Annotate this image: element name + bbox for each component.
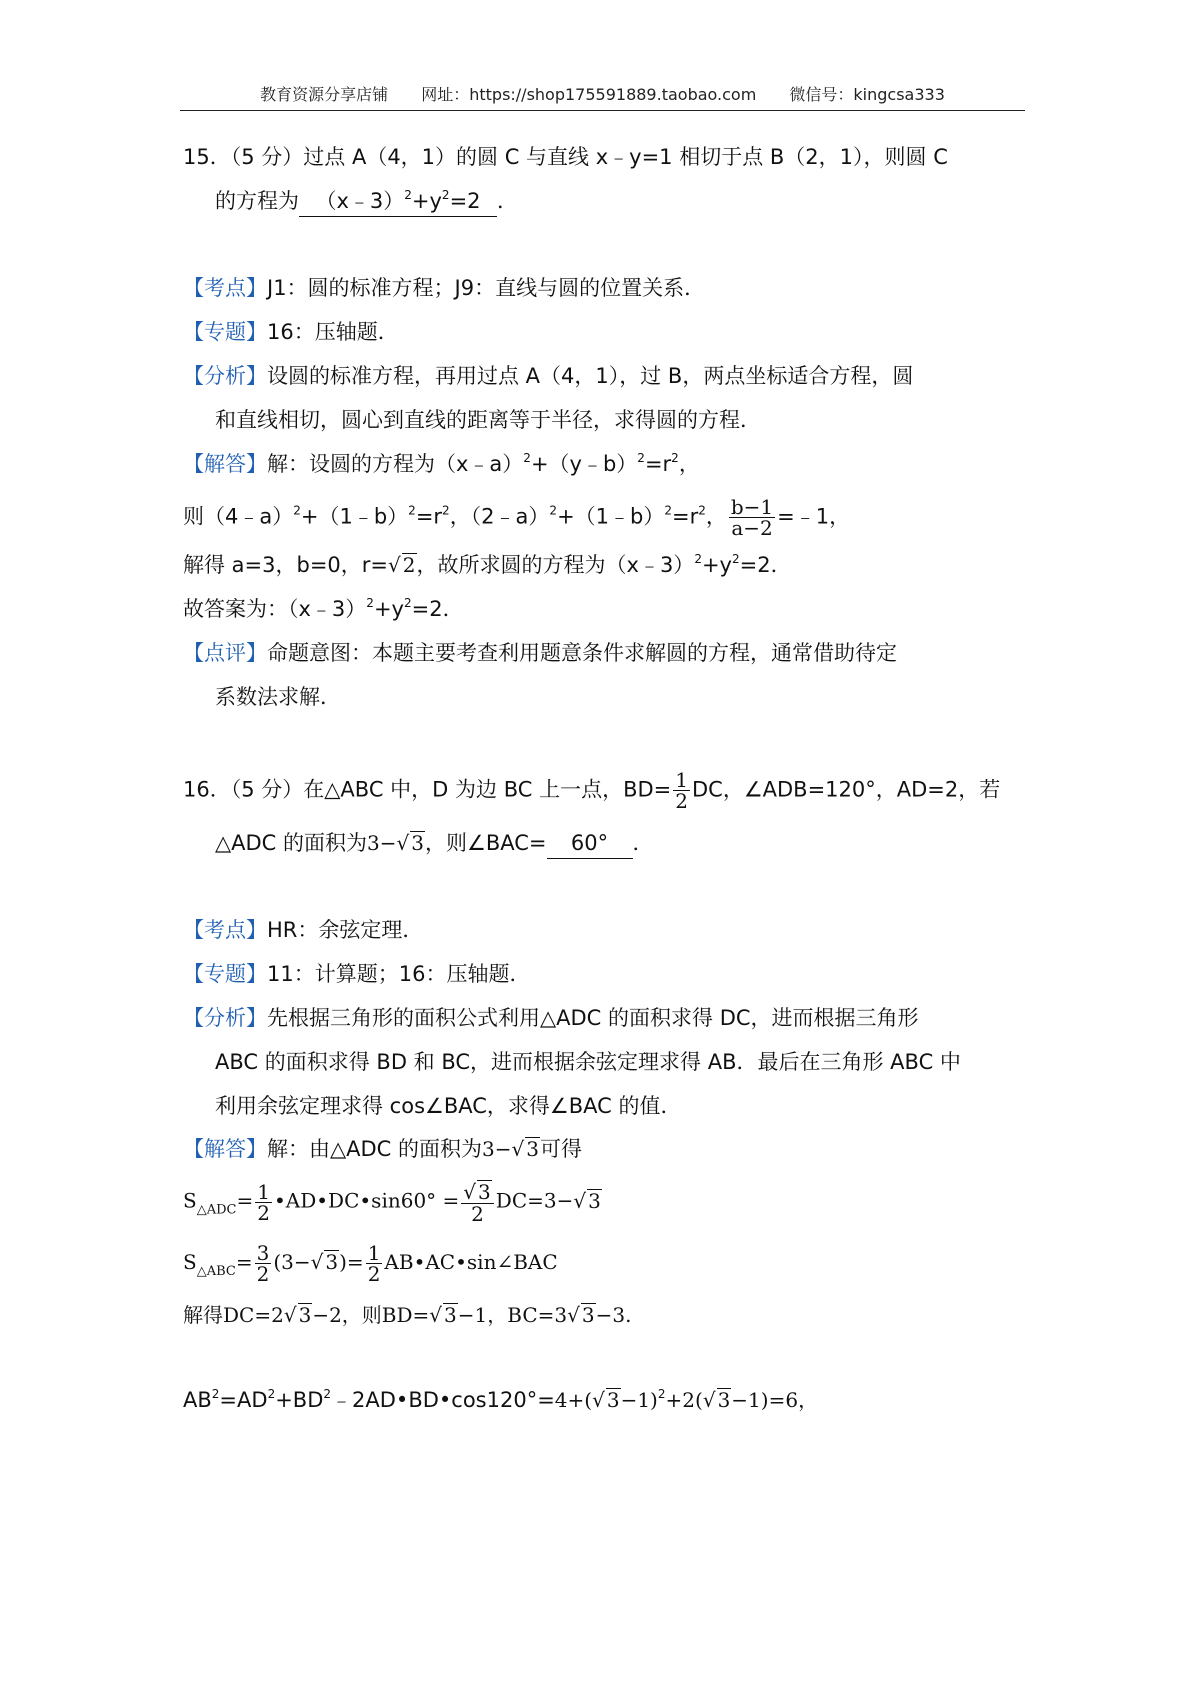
- q16-formula-adc: $S_{\triangle ADC}=$ $\frac{1}{2}$ •AD•DC•sin60° = √ $\frac{3}{2}$ DC=3−√ 3: [183, 1180, 1028, 1224]
- q16-formula-abc: $S_{\triangle ABC}=$ $\frac{3}{2}$ (3−√ 3)= $\frac{1}{2}$ AB•AC•sin∠BAC: [183, 1243, 1028, 1284]
- q16-jieda: 【解答】解：由△ADC 的面积为3−√ 3可得: [183, 1134, 1028, 1164]
- q15-stem-line1: 15．（5 分）过点 A（4，1）的圆 C 与直线 x﹣y=1 相切于点 B（2，1），则圆 C: [183, 145, 948, 169]
- header-divider: [180, 110, 1025, 111]
- fenxi-tag: 【分析】: [183, 364, 267, 388]
- page-header: [180, 82, 1025, 105]
- q16-answer-blank: 60°: [547, 828, 633, 859]
- q16-fenxi-line1: 【分析】先根据三角形的面积公式利用△ADC 的面积求得 DC，进而根据三角形: [183, 1006, 919, 1030]
- q15-score: （5 分）: [230, 145, 304, 169]
- q15-fenxi-line2: 和直线相切，圆心到直线的距离等于半径，求得圆的方程．: [215, 408, 761, 432]
- q15-stem-line2: 的方程为 $(x﹣3)^2+y^2=2$ ．: [215, 186, 1028, 217]
- q16-fenxi-line2: ABC 的面积求得 BD 和 BC，进而根据余弦定理求得 AB．最后在三角形 ABC 中: [215, 1050, 961, 1074]
- dianping-tag: 【点评】: [183, 641, 267, 665]
- shop-url[interactable]: 网址：https://shop175591889.taobao.com: [421, 85, 757, 104]
- q16-score: （5 分）: [230, 777, 304, 802]
- q15-dianping-line1: 【点评】命题意图：本题主要考查利用题意条件求解圆的方程，通常借助待定: [183, 641, 897, 665]
- q15-jieda: 【解答】解：设圆的方程为$(x﹣a)^2+(y﹣b)^2=r^2$，: [183, 451, 700, 476]
- q15-answer-line: 故答案为：$(x﹣3)^2+y^2=2$．: [183, 596, 464, 621]
- q16-kaodian: 【考点】HR：余弦定理．: [183, 918, 424, 942]
- slope-fraction: $\frac{b-1}{a-2}$: [730, 495, 774, 540]
- q15-solution-line: 解得 a=3，b=0，r=√ 2，故所求圆的方程为$(x﹣3)^2+y^2=2$．: [183, 550, 1028, 580]
- q15-fenxi-line1: 【分析】设圆的标准方程，再用过点 A（4，1），过 B，两点坐标适合方程，圆: [183, 364, 914, 388]
- q15-kaodian: 【考点】J1：圆的标准方程；J9：直线与圆的位置关系．: [183, 276, 706, 300]
- zhuanti-tag: 【专题】: [183, 320, 267, 344]
- q15-number: 15．: [183, 145, 231, 169]
- wechat-id: 微信号：kingcsa333: [789, 85, 945, 104]
- sqrt-symbol: [388, 553, 401, 577]
- jieda-tag: 【解答】: [183, 452, 267, 476]
- q16-zhuanti: 【专题】11：计算题；16：压轴题．: [183, 962, 531, 986]
- q15-dianping-line2: 系数法求解．: [215, 685, 341, 709]
- q15-zhuanti: 【专题】16：压轴题．: [183, 320, 399, 344]
- q15-equation-line: 则$(4﹣a)^2+(1﹣b)^2=r^2$，$(2﹣a)^2+(1﹣b)^2=r^2$， $\frac{b-1}{a-2}$ =﹣1，: [183, 495, 851, 540]
- q16-ab-line: $AB^2=AD^2+BD^2﹣2AD•BD•\cos 120^\circ=4+(√$ 3−1)$^2$+2(√ 3−1)=6，: [183, 1385, 1028, 1415]
- q15-answer-blank: $(x﹣3)^2+y^2=2$: [299, 186, 497, 217]
- q16-fenxi-line3: 利用余弦定理求得 cos∠BAC，求得∠BAC 的值．: [215, 1094, 682, 1118]
- q16-dc-bd-bc: 解得DC=2√ 3−2，则BD=√ 3−1，BC=3√ 3−3.: [183, 1300, 1028, 1330]
- shop-name: 教育资源分享店铺: [260, 85, 389, 104]
- kaodian-tag: 【考点】: [183, 276, 267, 300]
- q16-number: 16．: [183, 777, 231, 802]
- q16-stem-line2: △ADC 的面积为3−√ 3，则∠BAC= 60° ．: [215, 828, 1028, 859]
- q16-stem-line1: 16．（5 分）在△ABC 中，D 为边 BC 上一点，BD= $\frac{1}{2}$ DC，∠ADB=120°，AD=2，若: [183, 768, 1001, 813]
- bd-fraction: $\frac{1}{2}$: [675, 768, 688, 813]
